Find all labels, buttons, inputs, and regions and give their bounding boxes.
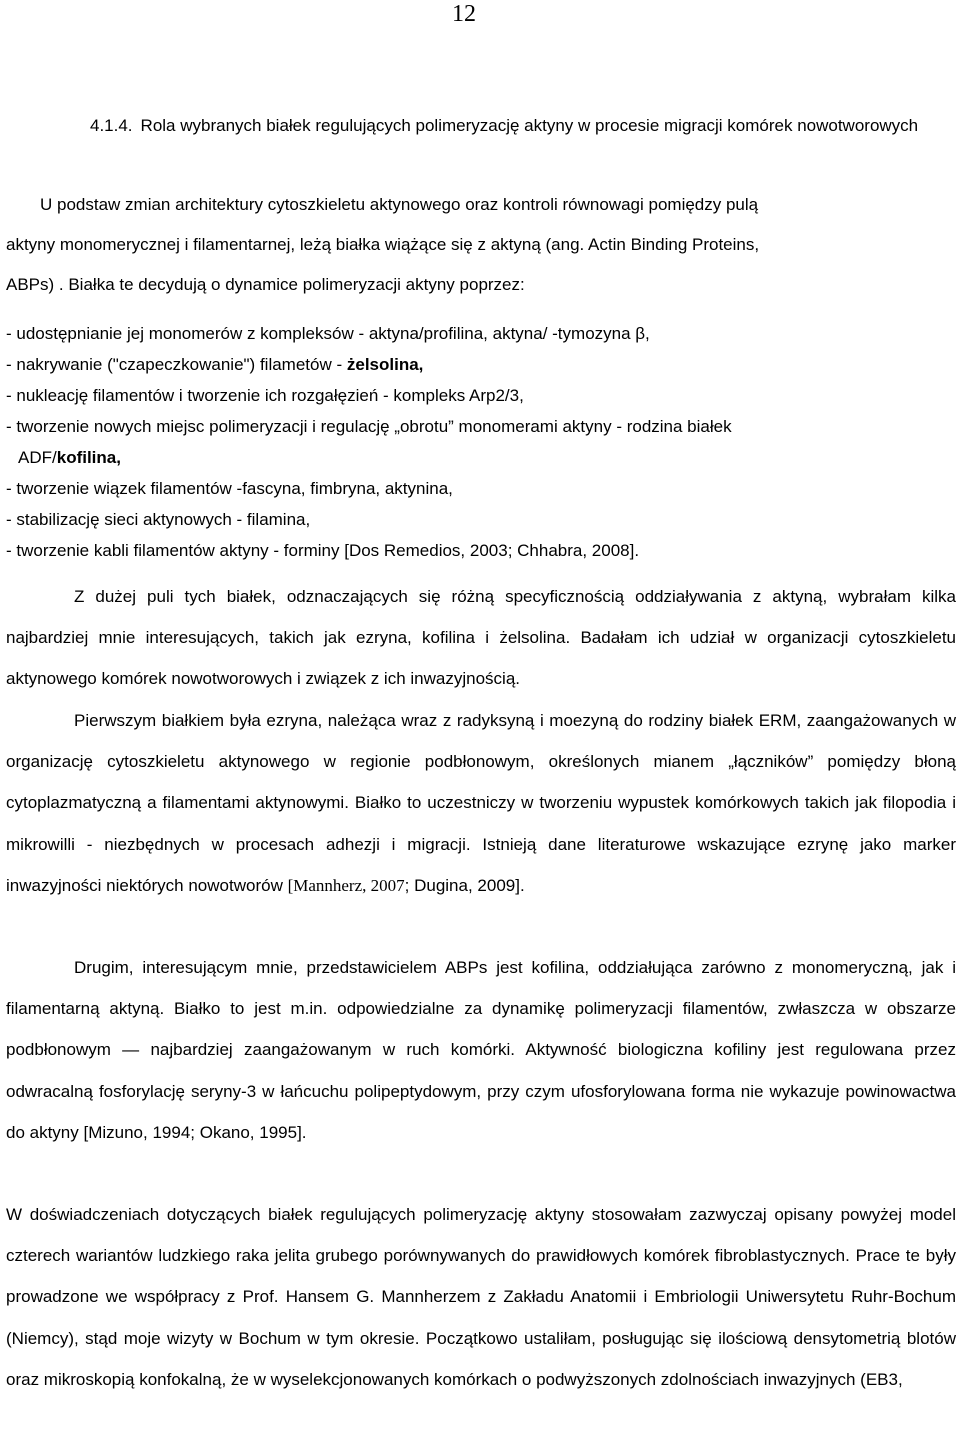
paragraph-3: Drugim, interesującym mnie, przedstawicielem ABPs jest kofilina, oddziałująca zarówno z monomeryczną, jak i filamentarną aktyną. Białko to jest m.in. odpowiedzialne za dynamikę polimeryzacji filamentów, zwłaszcza w obszarze podbłonowym — najbardziej zaangażowanym w ruch komórki. Aktywność biologiczna kofiliny jest regulowana przez odwracalną fosforylację seryny-3 w łańcuchu polipeptydowym, przy czym ufosforylowana forma nie wykazuje powinowactwa do aktyny [Mizuno, 1994; Okano, 1995]. bbox=[6, 958, 956, 1142]
list-item bbox=[6, 349, 956, 380]
intro-line: U podstaw zmian architektury cytoszkieletu aktynowego oraz kontroli równowagi pomiędzy pulą bbox=[40, 195, 759, 214]
paragraph-text: Pierwszym białkiem była ezryna, należąca wraz z radyksyną i moezyną do rodziny białek ERM, zaangażowanych w organizację cytoszkieletu aktynowego w regionie podbłonowym, określonych mianem „łączników” pomiędzy błoną cytoplazmatyczną a filamentami aktynowymi. Białko to uczestniczy w tworzeniu wypustek komórkowych takich jak filopodia i mikrowilli - niezbędnych w procesach adhezji i migracji. Istnieją dane literaturowe wskazujące ezrynę jako marker inwazyjności niektórych nowotworów bbox=[6, 711, 956, 895]
section-heading bbox=[90, 112, 950, 140]
paragraph-2 bbox=[6, 700, 956, 906]
list-item: - nukleację filamentów i tworzenie ich rozgałęzień - kompleks Arp2/3, bbox=[6, 386, 524, 405]
list-item-protein: kofilina, bbox=[56, 448, 121, 467]
list-item-protein: żelsolina, bbox=[346, 355, 424, 374]
list-item-continuation bbox=[6, 442, 956, 473]
section-number: 4.1.4. bbox=[90, 116, 133, 135]
paragraph-4: W doświadczeniach dotyczących białek regulujących polimeryzację aktyny stosowałam zazwyczaj opisany powyżej model czterech wariantów ludzkiego raka jelita grubego porównywanych do prawidłowych komórek fibroblastycznych. Prace te były prowadzone we współpracy z Prof. Hansem G. Mannherzem z Zakładu Anatomii i Embriologii Uniwersytetu Ruhr-Bochum (Niemcy), stąd moje wizyty w Bochum w tym okresie. Początkowo ustaliłam, posługując się ilościową densytometrią blotów oraz mikroskopią konfokalną, że w wyselekcjonowanych komórkach o podwyższonych zdolnościach inwazyjnych (EB3, bbox=[6, 1205, 956, 1389]
list-item: - tworzenie kabli filamentów aktyny - forminy [Dos Remedios, 2003; Chhabra, 2008]. bbox=[6, 541, 640, 560]
paragraph-1: Z dużej puli tych białek, odznaczających się różną specyficznością oddziaływania z aktyną, wybrałam kilka najbardziej mnie interesujących, takich jak ezryna, kofilina i żelsolina. Badałam ich udział w organizacji cytoszkieletu aktynowego komórek nowotworowych i związek z ich inwazyjnością. bbox=[6, 587, 956, 689]
list-item: - tworzenie wiązek filamentów -fascyna, fimbryna, aktynina, bbox=[6, 479, 453, 498]
list-item: - udostępnianie jej monomerów z kompleksów - aktyna/profilina, aktyna/ -tymozyna β, bbox=[6, 324, 650, 343]
citation: [Mannherz, 2007 bbox=[287, 875, 405, 895]
intro-line: aktyny monomerycznej i filamentarnej, leżą białka wiążące się z aktyną (ang. Actin Binding Proteins, bbox=[6, 235, 760, 254]
list-item-text: ADF/ bbox=[18, 448, 57, 467]
citation-end: ; Dugina, 2009]. bbox=[404, 875, 525, 895]
list-item-text: - nakrywanie ("czapeczkowanie") filametów - bbox=[6, 355, 347, 374]
list-item: - tworzenie nowych miejsc polimeryzacji i regulację „obrotu” monomerami aktyny - rodzina białek bbox=[6, 417, 732, 436]
list-item: - stabilizację sieci aktynowych - filamina, bbox=[6, 510, 311, 529]
section-title: Rola wybranych białek regulujących polimeryzację aktyny w procesie migracji komórek nowotworowych bbox=[140, 116, 919, 135]
intro-line: ABPs) . Białka te decydują o dynamice polimeryzacji aktyny poprzez: bbox=[6, 275, 525, 294]
page-number: 12 bbox=[452, 1, 476, 27]
mechanism-list bbox=[6, 318, 956, 566]
